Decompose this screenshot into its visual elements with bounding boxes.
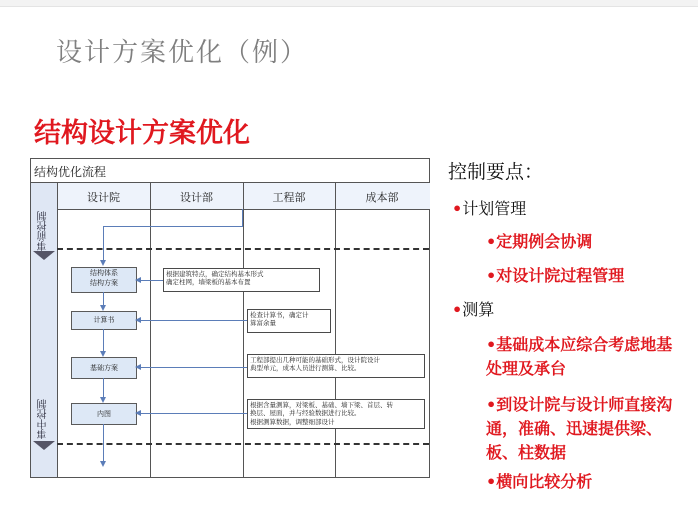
lane-label-design-dept: 设计部 — [180, 191, 213, 204]
lane-label-design-institute: 设计院 — [87, 191, 120, 204]
flow-step-foundation — [71, 357, 137, 379]
connector-line — [141, 280, 163, 281]
connector-line — [141, 367, 247, 368]
flowchart-title: 结构优化流程 — [34, 165, 107, 179]
keypoint-text: 计划管理 — [462, 199, 527, 218]
keypoint-text: 测算 — [462, 300, 495, 319]
flow-step-structure-system — [71, 267, 137, 293]
keypoints-title: 控制要点： — [448, 161, 544, 183]
arrow-left-icon — [135, 364, 141, 370]
lane-divider — [150, 183, 151, 477]
flow-step-label: 基础方案 — [90, 364, 118, 372]
flowchart-panel — [30, 158, 430, 478]
slide-subheading: 结构设计方案优化 — [34, 118, 250, 149]
slide-top-line — [0, 6, 698, 7]
flow-step-label: 结构体系 结构方案 — [90, 269, 118, 288]
bullet-dot-icon: • — [452, 199, 463, 218]
connector-line — [141, 413, 247, 414]
flow-note-text: 工程部提出几种可能的基础形式，设计院设计 典型单元，成本人员进行测算、比较。 — [250, 356, 380, 373]
bullet-dot-icon: • — [486, 232, 497, 251]
arrow-left-icon — [135, 410, 141, 416]
flow-note-interior — [247, 399, 425, 429]
flow-note-text: 检查计算书，确定计 算富余量 — [250, 311, 309, 328]
flow-step-label: 内图 — [97, 410, 111, 418]
flow-step-calculation — [71, 311, 137, 330]
lane-label-cost-dept: 成本部 — [365, 191, 399, 204]
keypoint-text: 基础成本应综合考虑地基处理及承台 — [486, 335, 673, 378]
bullet-dot-icon: • — [486, 472, 497, 491]
connector-line — [141, 320, 247, 321]
keypoint-item — [486, 470, 592, 494]
bullet-dot-icon: • — [486, 335, 497, 354]
bullet-dot-icon: • — [486, 266, 497, 285]
connector-line — [103, 226, 243, 227]
connector-line — [103, 424, 104, 462]
lane-divider — [243, 183, 244, 477]
flow-note-text: 根据建筑特点，确定结构基本形式 确定柱网，墙梁板的基本布置 — [166, 270, 264, 287]
connector-line — [103, 226, 104, 261]
lane-divider — [335, 183, 336, 477]
connector-line — [103, 292, 104, 306]
slide-heading: 设计方案优化（例） — [56, 38, 309, 68]
lane-label-engineering-dept: 工程部 — [272, 191, 306, 204]
connector-line — [103, 378, 104, 398]
flow-note-text: 根据含量测算，对梁板、基础、墙下梁、首层、转 换层、屋面，并与经验数据进行比较。 根据测算数据，调整细部设计 — [250, 401, 393, 426]
keypoint-item — [486, 264, 624, 288]
bullet-dot-icon: • — [486, 395, 497, 414]
phase-chevron-icon — [33, 441, 55, 450]
keypoint-text: 到设计院与设计师直接沟通，准确、迅速提供梁、板、柱数据 — [486, 395, 673, 462]
keypoint-text: 定期例会协调 — [496, 232, 593, 251]
phase-label-in-process-control: 事中控制 — [38, 399, 49, 439]
phase-separator — [57, 248, 429, 250]
flow-step-label: 计算书 — [93, 316, 115, 324]
phase-label-pre-control: 事前控制 — [38, 211, 49, 251]
flow-step-interior-drawings — [71, 403, 137, 425]
arrow-down-icon — [100, 461, 106, 467]
lane-divider — [57, 183, 58, 477]
arrow-down-icon — [100, 260, 106, 266]
keypoint-item — [486, 333, 674, 381]
lane-header-divider — [31, 209, 429, 210]
keypoint-item — [452, 298, 494, 322]
bullet-dot-icon: • — [452, 300, 463, 319]
phase-separator — [57, 443, 429, 445]
flow-note-structure — [163, 268, 320, 292]
keypoint-item — [452, 197, 526, 221]
phase-chevron-icon — [33, 251, 55, 260]
flow-note-calculation — [247, 309, 331, 333]
flow-note-foundation — [247, 354, 425, 378]
keypoint-text: 对设计院过程管理 — [496, 266, 625, 285]
arrow-left-icon — [135, 317, 141, 323]
connector-line — [242, 209, 243, 227]
connector-line — [103, 329, 104, 352]
arrow-left-icon — [135, 277, 141, 283]
keypoint-item — [486, 230, 592, 254]
keypoint-item — [486, 393, 682, 465]
keypoint-text: 横向比较分析 — [496, 472, 593, 491]
